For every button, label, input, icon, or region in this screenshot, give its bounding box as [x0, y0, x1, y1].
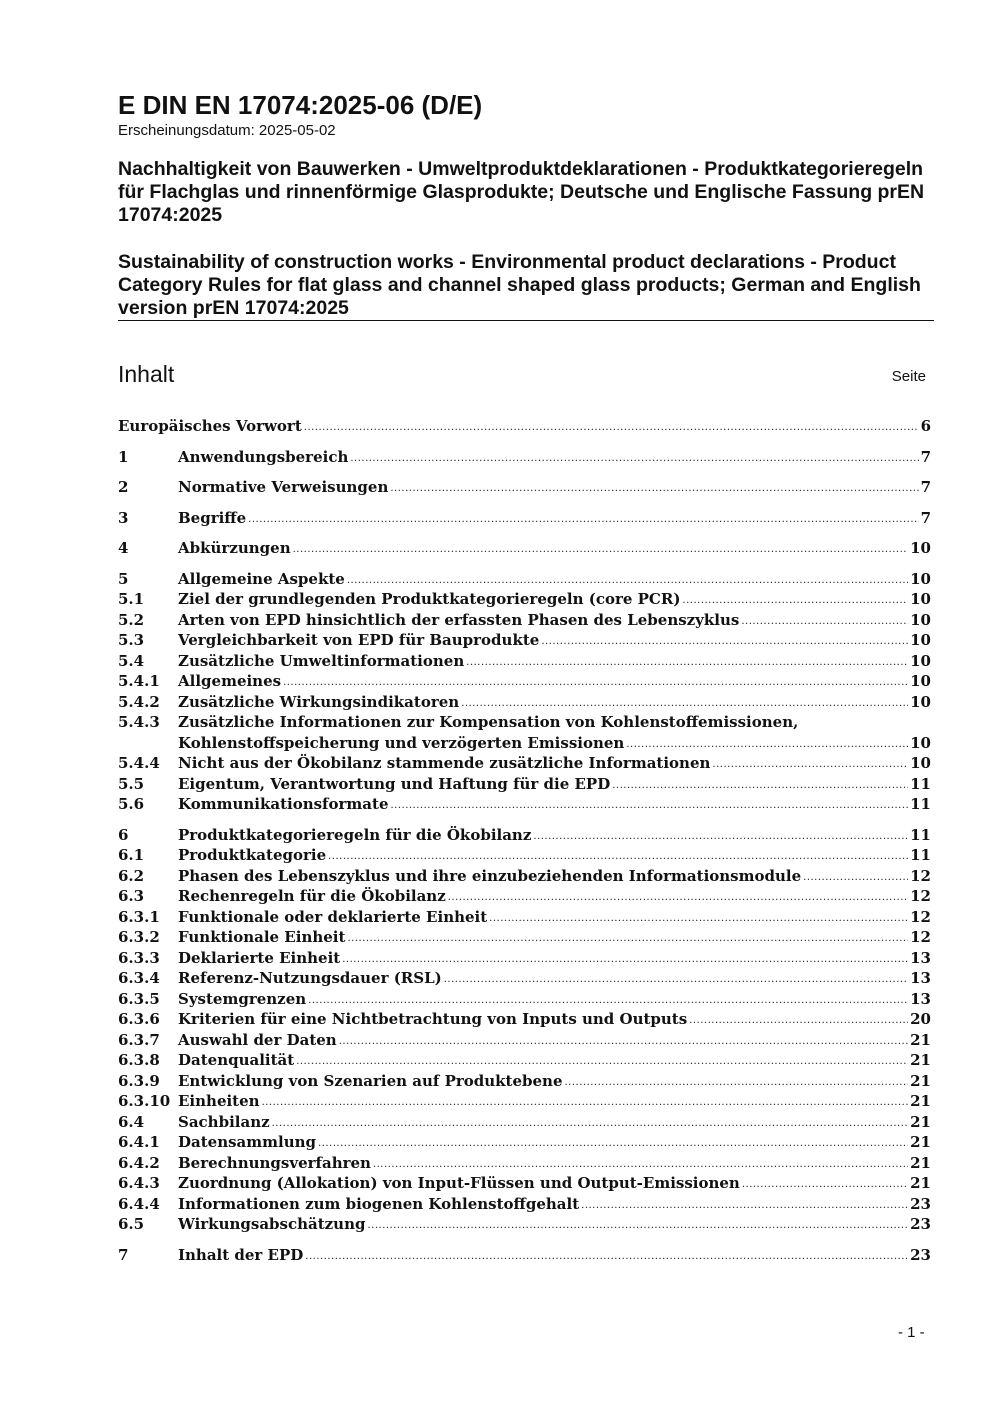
toc-entry-page: 21 [910, 1153, 931, 1172]
toc-entry-label: Zusätzliche Informationen zur Kompensation von Kohlenstoffemissionen, [178, 713, 799, 731]
toc-entry-label: Rechenregeln für die Ökobilanz [178, 887, 446, 905]
toc-entry-label: Kommunikationsformate [178, 795, 389, 813]
toc-entry-number: 6.3.9 [118, 1071, 160, 1090]
toc-entry-page: 10 [910, 754, 931, 772]
toc-entry-number: 5.6 [118, 795, 145, 813]
title-german: Nachhaltigkeit von Bauwerken - Umweltproduktdeklarationen - Produktkategorieregeln für Flachglas und rinnenförmige Glasprodukte; Deutsche und Englische Fassung prEN 17074:2025 [118, 158, 925, 226]
toc-entry[interactable] [118, 1050, 931, 1071]
toc-entry[interactable] [118, 948, 931, 969]
toc-entry-label: Funktionale oder deklarierte Einheit [178, 907, 488, 926]
toc-entry-page: 12 [910, 928, 931, 946]
toc-entry-page: 10 [910, 610, 931, 629]
toc-entry-label: Datenqualität [178, 1051, 295, 1069]
toc-entry-number: 6.3.2 [118, 928, 160, 946]
toc-entry-page: 11 [910, 825, 931, 844]
toc-entry[interactable] [118, 692, 931, 713]
toc-leader-dots [305, 1244, 908, 1268]
toc-entry-label: Berechnungsverfahren [178, 1153, 371, 1172]
toc-entry[interactable] [118, 1132, 931, 1153]
toc-entry-page: 11 [910, 795, 931, 813]
toc-entry-label: Allgemeine Aspekte [178, 569, 345, 588]
toc-entry-page: 21 [910, 1030, 931, 1049]
toc-leader-dots [248, 507, 918, 531]
toc-entry-label: Sachbilanz [178, 1112, 270, 1131]
toc-entry-page: 21 [910, 1112, 931, 1131]
toc-page-label: Seite [891, 368, 926, 385]
toc-entry-label: Ziel der grundlegenden Produktkategorieregeln (core PCR) [178, 590, 681, 608]
toc-entry[interactable] [118, 753, 931, 774]
toc-entry-number: 5.2 [118, 610, 145, 629]
toc-entry[interactable] [118, 968, 931, 989]
toc-entry-page: 23 [910, 1245, 931, 1264]
toc-entry-number: 6.3.10 [118, 1092, 171, 1110]
toc-entry[interactable] [118, 794, 931, 815]
toc-entry-label: Vergleichbarkeit von EPD für Bauprodukte [178, 631, 540, 649]
toc-entry-label: Allgemeines [178, 672, 282, 690]
toc-entry-number: 5.4.4 [118, 754, 160, 772]
toc-heading [118, 360, 926, 388]
toc-entry-number: 5.5 [118, 774, 145, 793]
toc-entry-label: Begriffe [178, 508, 247, 527]
toc-entry[interactable] [118, 589, 931, 610]
publication-date: Erscheinungsdatum: 2025-05-02 [118, 122, 336, 139]
document-id: E DIN EN 17074:2025-06 (D/E) [118, 90, 483, 120]
toc-entry-label: Zusätzliche Wirkungsindikatoren [178, 692, 460, 711]
toc-entry-continuation[interactable] [118, 733, 931, 754]
toc-entry-number: 6.2 [118, 866, 145, 885]
toc-entry-page: 7 [920, 508, 931, 527]
toc-entry-page: 12 [910, 907, 931, 926]
toc-entry-page: 7 [920, 447, 931, 466]
toc-entry-label: Entwicklung von Szenarien auf Produktebene [178, 1071, 563, 1090]
toc-entry[interactable] [118, 1153, 931, 1174]
toc-entry-page: 13 [910, 969, 931, 987]
toc-entry-number: 6.4.1 [118, 1133, 160, 1151]
toc-entry-number: 6.5 [118, 1215, 145, 1233]
toc-entry-page: 6 [920, 417, 931, 435]
toc-leader-dots [367, 1213, 908, 1237]
toc-entry-number: 6.1 [118, 846, 145, 864]
toc-entry-label: Phasen des Lebenszyklus und ihre einzubeziehenden Informationsmodule [178, 866, 802, 885]
toc-entry[interactable] [118, 845, 931, 866]
toc-entry[interactable] [118, 1030, 931, 1051]
toc-entry[interactable] [118, 866, 931, 887]
toc-entry[interactable] [118, 1112, 931, 1133]
toc-entry-page: 10 [910, 672, 931, 690]
toc-entry-page: 11 [910, 846, 931, 864]
toc-entry-label-continued: Kohlenstoffspeicherung und verzögerten Emissionen [178, 733, 625, 752]
toc-entry-number: 5.4 [118, 651, 145, 670]
page-number: - 1 - [898, 1324, 925, 1341]
toc-entry-page: 10 [910, 651, 931, 670]
toc-entry-label: Produktkategorieregeln für die Ökobilanz [178, 825, 532, 844]
toc-entry[interactable] [118, 630, 931, 651]
toc-entry[interactable] [118, 671, 931, 692]
toc-entry[interactable] [118, 1214, 931, 1235]
title-english: Sustainability of construction works - Environmental product declarations - Product Category Rules for flat glass and channel shaped glass products; German and English version prEN 17074:2025 [118, 251, 921, 319]
toc-entry-number: 3 [118, 508, 129, 527]
toc-entry-label: Abkürzungen [178, 539, 291, 557]
toc-entry-number: 2 [118, 478, 129, 496]
toc-leader-dots [461, 691, 908, 715]
toc-entry-label: Arten von EPD hinsichtlich der erfassten Phasen des Lebenszyklus [178, 610, 740, 629]
toc-entry-page: 21 [910, 1051, 931, 1069]
toc-entry-page: 21 [910, 1071, 931, 1090]
toc-entry[interactable] [118, 1194, 931, 1215]
toc-entry[interactable] [118, 1173, 931, 1194]
toc-entry-number: 6.3.8 [118, 1051, 160, 1069]
toc-entry-page: 20 [910, 1010, 931, 1028]
toc-entry[interactable] [118, 989, 931, 1010]
toc-entry-label: Eigentum, Verantwortung und Haftung für die EPD [178, 774, 611, 793]
toc-entry[interactable] [118, 610, 931, 631]
toc-entry-number: 6.4.4 [118, 1194, 160, 1213]
toc-entry-number: 6.3.3 [118, 948, 160, 967]
toc-entry[interactable] [118, 1071, 931, 1092]
toc-entry-page: 21 [910, 1174, 931, 1192]
toc-leader-dots [390, 793, 908, 817]
toc-entry-label: Wirkungsabschätzung [178, 1215, 366, 1233]
toc-entry-label: Nicht aus der Ökobilanz stammende zusätzliche Informationen [178, 754, 711, 772]
toc-entry-number: 6.3.1 [118, 907, 160, 926]
toc-entry-page: 7 [920, 478, 931, 496]
toc-entry[interactable] [118, 1009, 931, 1030]
toc-entry[interactable] [118, 538, 931, 559]
toc-entry-page: 23 [910, 1194, 931, 1213]
toc-entry[interactable] [118, 1245, 931, 1266]
toc-entry[interactable] [118, 907, 931, 928]
toc-entry-number: 4 [118, 539, 129, 557]
header-divider [118, 320, 934, 321]
toc-entry-number: 5 [118, 569, 129, 588]
toc-entry-label: Einheiten [178, 1092, 260, 1110]
toc-entry-number: 6.4 [118, 1112, 145, 1131]
toc-entry-number: 6.4.3 [118, 1174, 160, 1192]
toc-entry[interactable] [118, 416, 931, 437]
toc-entry-number: 5.4.2 [118, 692, 160, 711]
toc-entry[interactable] [118, 651, 931, 672]
toc-entry-label: Systemgrenzen [178, 989, 307, 1008]
toc-entry-label: Referenz-Nutzungsdauer (RSL) [178, 969, 442, 987]
toc-entry-page: 21 [910, 1133, 931, 1151]
toc-entry-label: Inhalt der EPD [178, 1245, 304, 1264]
toc-entry-label: Deklarierte Einheit [178, 948, 341, 967]
toc-entry[interactable] [118, 774, 931, 795]
toc-entry-number: 5.1 [118, 590, 145, 608]
toc-entry[interactable] [118, 886, 931, 907]
toc-entry-page: 23 [910, 1215, 931, 1233]
toc-entry[interactable] [118, 508, 931, 529]
document-header [118, 90, 934, 320]
toc-entry-page: 10 [910, 631, 931, 649]
toc-entry-page: 11 [910, 774, 931, 793]
toc-entry-number: 7 [118, 1245, 129, 1264]
toc-entry-number: 6.4.2 [118, 1153, 160, 1172]
toc-entry-label: Auswahl der Daten [178, 1030, 337, 1049]
toc-leader-dots [350, 446, 918, 470]
toc-entry-number: 6.3 [118, 887, 145, 905]
toc-entry-number: 6 [118, 825, 129, 844]
toc-entry[interactable] [118, 712, 931, 733]
toc-entry-label: Zuordnung (Allokation) von Input-Flüssen und Output-Emissionen [178, 1174, 740, 1192]
toc-entry[interactable] [118, 447, 931, 468]
table-of-contents [118, 416, 931, 1265]
toc-entry-page: 21 [910, 1092, 931, 1110]
toc-entry-label: Datensammlung [178, 1133, 317, 1151]
toc-entry-number: 5.3 [118, 631, 145, 649]
toc-entry-label: Produktkategorie [178, 846, 327, 864]
toc-entry-page: 12 [910, 866, 931, 885]
toc-leader-dots [293, 537, 909, 561]
toc-entry-number: 6.3.7 [118, 1030, 160, 1049]
toc-entry-page: 13 [910, 989, 931, 1008]
toc-entry-label: Europäisches Vorwort [118, 417, 302, 435]
toc-entry-label: Informationen zum biogenen Kohlenstoffgehalt [178, 1194, 580, 1213]
toc-title: Inhalt [118, 361, 175, 387]
toc-entry-page: 12 [910, 887, 931, 905]
toc-entry-page: 13 [910, 948, 931, 967]
toc-entry-number: 5.4.1 [118, 672, 160, 690]
toc-entry[interactable] [118, 1091, 931, 1112]
toc-entry-label: Kriterien für eine Nichtbetrachtung von Inputs und Outputs [178, 1010, 688, 1028]
toc-entry-number: 5.4.3 [118, 713, 160, 731]
toc-entry-page: 10 [910, 692, 931, 711]
toc-entry[interactable] [118, 477, 931, 498]
toc-entry[interactable] [118, 927, 931, 948]
toc-leader-dots [304, 415, 919, 439]
toc-entry-label: Anwendungsbereich [178, 447, 349, 466]
toc-entry[interactable] [118, 569, 931, 590]
toc-entry-number: 6.3.4 [118, 969, 160, 987]
toc-entry-page: 10 [910, 733, 931, 752]
toc-entry-page: 10 [910, 539, 931, 557]
toc-entry-page: 10 [910, 569, 931, 588]
toc-entry-number: 1 [118, 447, 129, 466]
toc-entry-label: Funktionale Einheit [178, 928, 346, 946]
toc-entry[interactable] [118, 825, 931, 846]
toc-entry-page: 10 [910, 590, 931, 608]
toc-entry-label: Normative Verweisungen [178, 478, 389, 496]
toc-entry-number: 6.3.5 [118, 989, 160, 1008]
toc-leader-dots [390, 476, 918, 500]
toc-entry-number: 6.3.6 [118, 1010, 160, 1028]
toc-entry-label: Zusätzliche Umweltinformationen [178, 651, 465, 670]
